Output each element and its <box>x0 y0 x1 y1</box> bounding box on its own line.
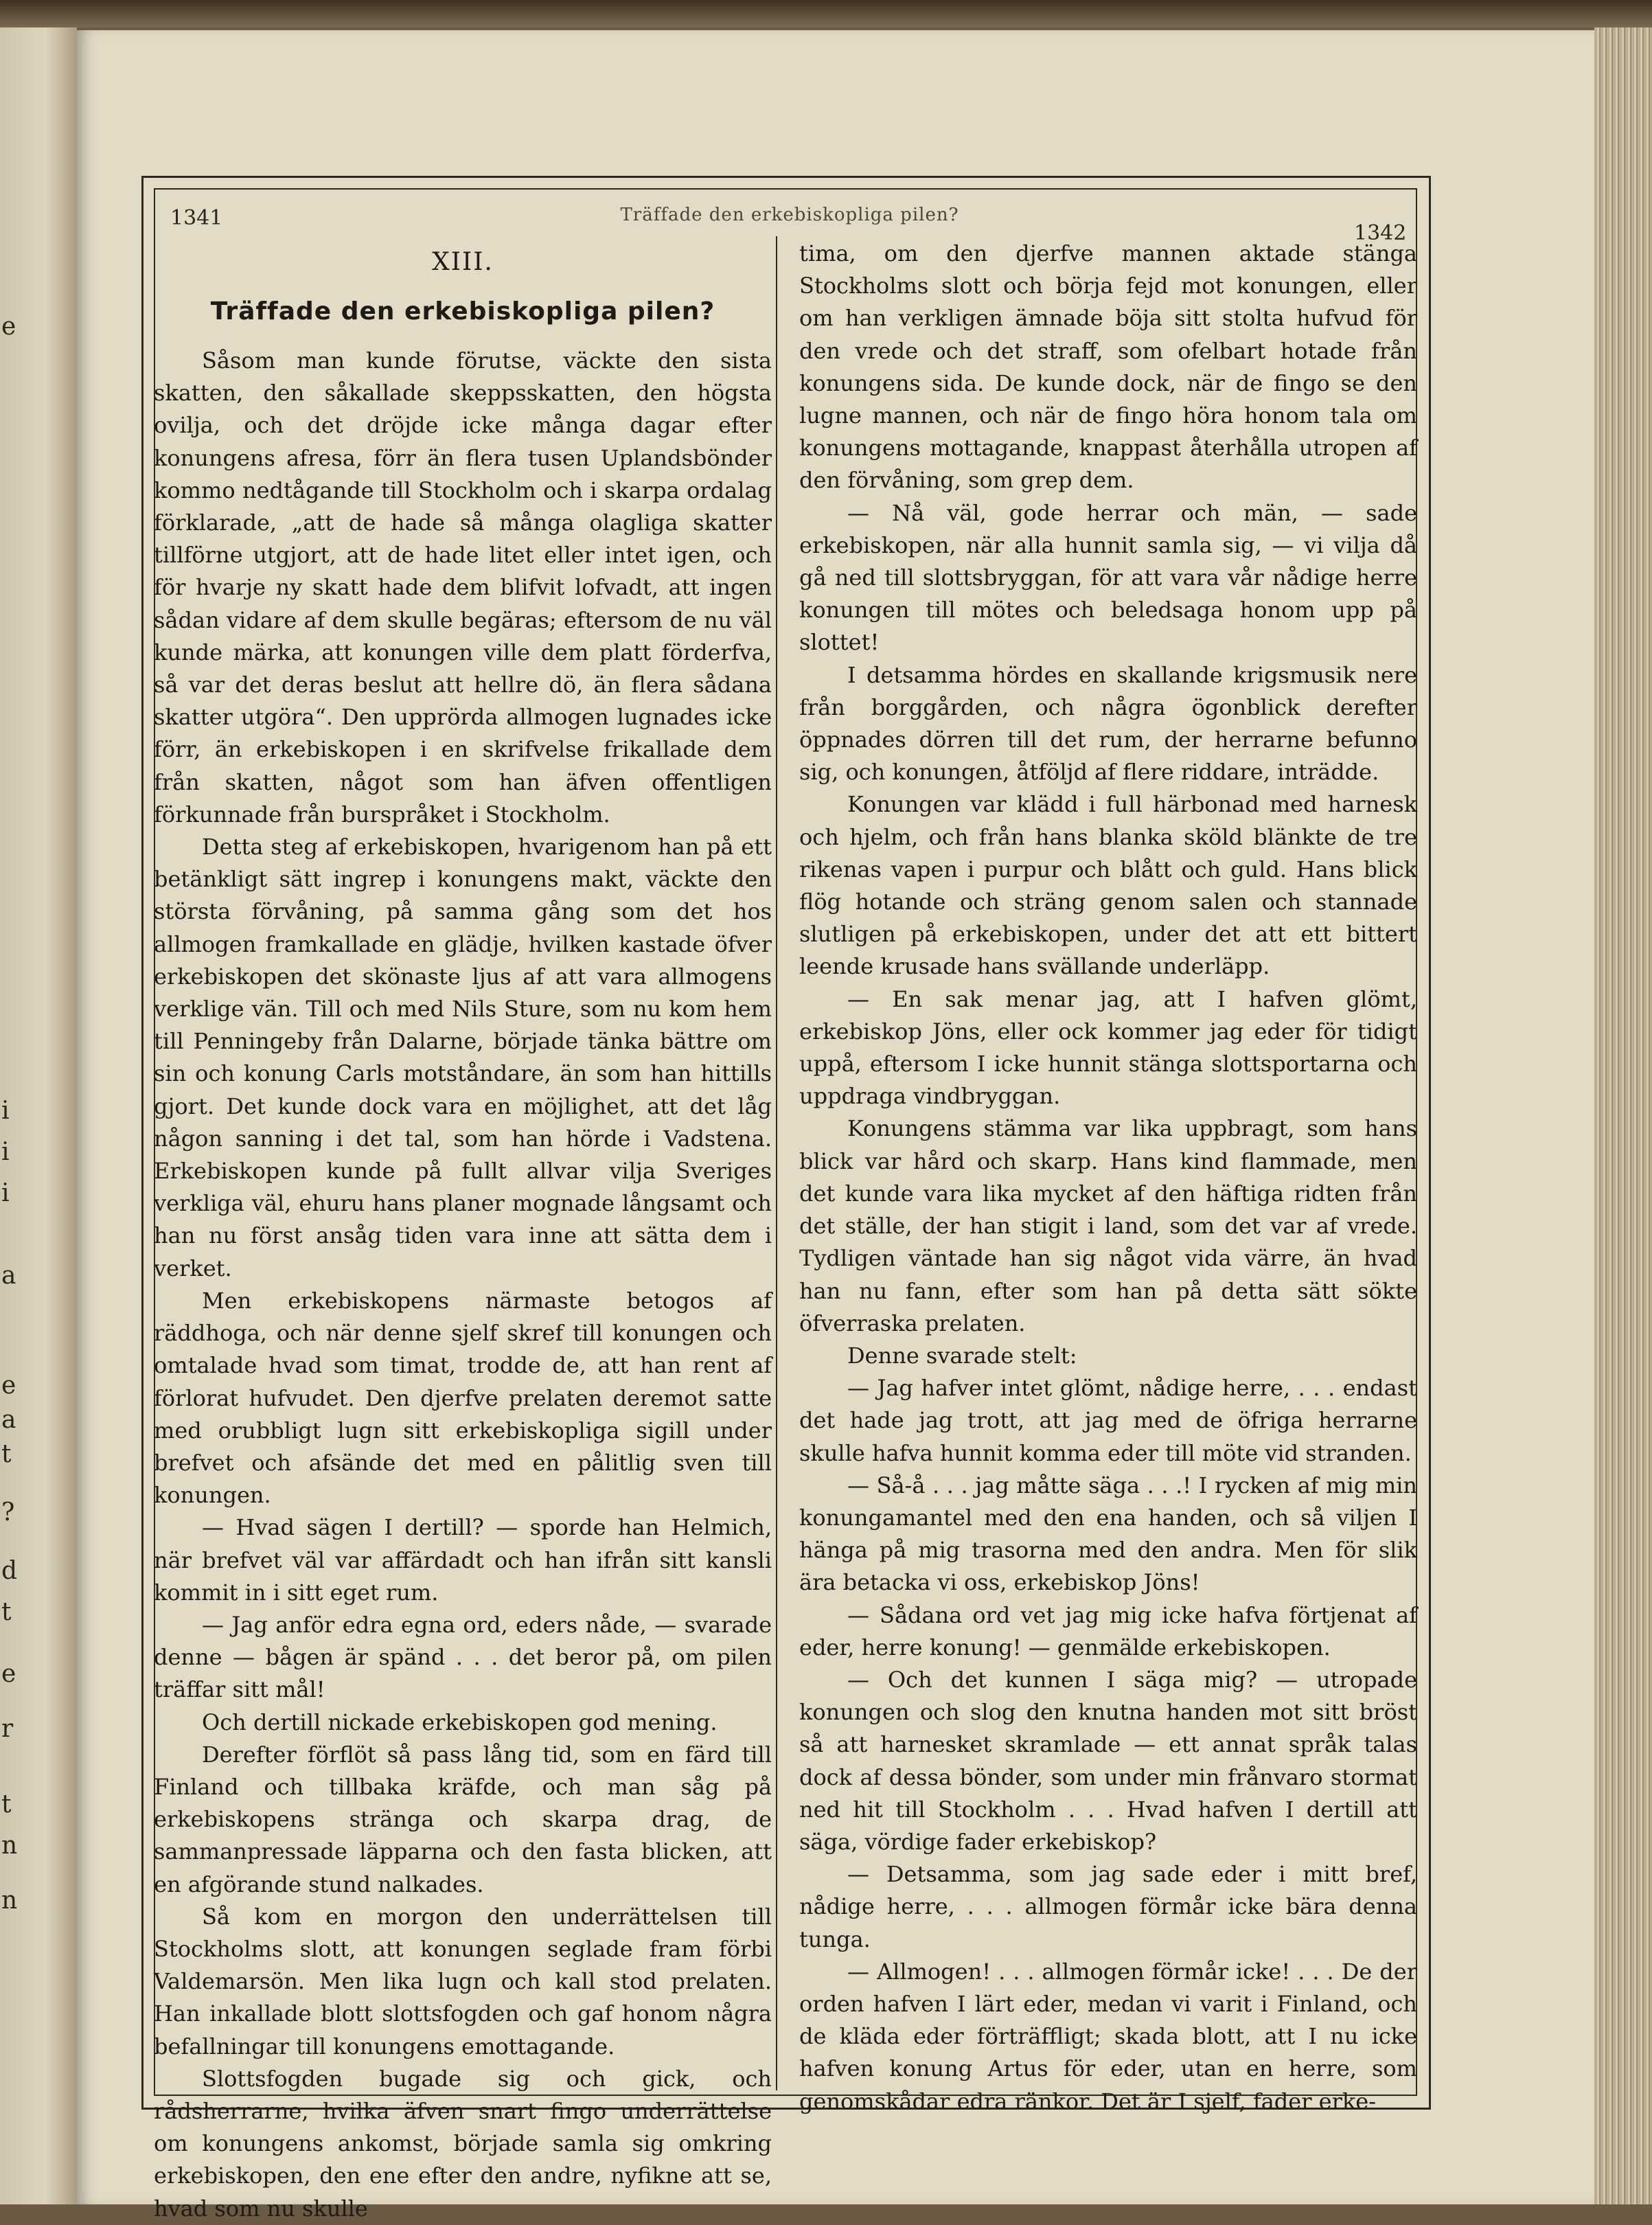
paragraph: — En sak menar jag, att I hafven glömt, erkebiskop Jöns, eller ock kommer jag eder för tidigt uppå, eftersom I icke hunnit stänga slottsportarna och uppdraga vindbryggan. <box>799 985 1417 1110</box>
margin-mark: r <box>1 1715 14 1743</box>
paragraph: tima, om den djerfve mannen aktade stänga Stockholms slott och börja fejd mot konungen, eller om han verkligen ämnade böja sitt stolta hufvud för den vrede och det straff, som ofelbart hotade från konungens sida. De kunde dock, när de fingo se den lugne mannen, och när de fingo höra honom tala om konungens mottagande, knappast återhålla utropen af den förvåning, som grep dem. <box>799 240 1417 494</box>
margin-mark: a <box>1 1406 16 1434</box>
paragraph: — Jag anför edra egna ord, eders nåde, — svarade denne — bågen är spänd . . . det beror på, om pilen träffar sitt mål! <box>154 1611 772 1703</box>
right-column <box>799 238 1417 2118</box>
margin-mark: d <box>1 1557 18 1585</box>
paragraph: Detta steg af erkebiskopen, hvarigenom han på ett betänkligt sätt ingrep i konungens makt, väckte den största förvåning, på samma gång som det hos allmogen framkallade en glädje, hvilken kastade öfver erkebiskopen det skönaste ljus af att vara allmogens verklige vän. Till och med Nils Sture, som nu kom hem till Penningeby från Dalarne, började tänka bättre om sin och konung Carls motståndare, än som han hittills gjort. Det kunde dock vara en möjlighet, att det låg någon sanning i det tal, som han hörde i Vadstena. Erkebiskopen kunde på fullt allvar vilja Sveriges verkliga väl, ehuru hans planer mognade långsamt och han nu först ansåg tiden vara inne att sätta dem i verket. <box>154 834 772 1281</box>
margin-mark: t <box>1 1598 12 1626</box>
chapter-number: XIII. <box>432 248 494 276</box>
running-title: Träffade den erkebiskopliga pilen? <box>620 205 959 225</box>
column-divider <box>776 236 777 2090</box>
margin-mark: n <box>1 1886 18 1915</box>
right-page-number: 1342 <box>1354 221 1407 245</box>
paragraph: — Allmogen! . . . allmogen förmår icke! . . . De der orden hafven I lärt eder, medan vi varit i Finland, och de kläda eder förträffligt; skada blott, att I nu icke hafven konung Artus för eder, utan en herre, som genomskådar edra ränkor. Det är I sjelf, fader erke- <box>799 1958 1417 2114</box>
chapter-title: Träffade den erkebiskopliga pilen? <box>210 297 715 326</box>
paragraph: Såsom man kunde förutse, väckte den sista skatten, den såkallade skeppsskatten, den högsta ovilja, och det dröjde icke många dagar efter konungens afresa, förr än flera tusen Uplandsbönder kommo nedtågande till Stockholm och i skarpa ordalag förklarade, „att de hade så många olagliga skatter tillförne utgjort, att de hade litet eller intet igen, och för hvarje ny skatt hade dem blifvit lofvadt, att ingen sådan vidare af dem skulle begäras; eftersom de nu väl kunde märka, att konungen ville dem platt förderfva, så var det deras beslut att hellre dö, än flera sådana skatter utgöra“. Den upprörda allmogen lugnades icke förr, än erkebiskopen i en skrifvelse frikallade dem från skatten, något som han äfven offentligen förkunnade från burspråket i Stockholm. <box>154 347 772 828</box>
paragraph: — Och det kunnen I säga mig? — utropade konungen och slog den knutna handen mot sitt bröst så att harnesket skramlade — ett annat språk talas dock af dessa bönder, som under min frånvaro stormat ned hit till Stockholm . . . Hvad hafven I dertill att säga, vördige fader erkebiskop? <box>799 1666 1417 1855</box>
paragraph: Slottsfogden bugade sig och gick, och rådsherrarne, hvilka äfven snart fingo underrättelse om konungens ankomst, började samla sig omkring erkebiskopen, den ene efter den andre, nyfikne att se, hvad som nu skulle <box>154 2065 772 2222</box>
margin-mark: e <box>1 1660 16 1688</box>
page-stack-edge <box>1594 27 1652 2204</box>
margin-mark: i <box>1 1097 10 1125</box>
paragraph: I detsamma hördes en skallande krigsmusik nere från borggården, och några ögonblick derefter öppnades dörren till det rum, der herrarne befunno sig, och konungen, åtföljd af flere riddare, inträdde. <box>799 661 1417 786</box>
paragraph: Konungen var klädd i full härbonad med harnesk och hjelm, och från hans blanka sköld blänkte de tre rikenas vapen i purpur och blått och guld. Hans blick flög hotande och sträng genom salen och stannade slutligen på erkebiskopen, under det att ett bittert leende krusade hans svällande underläpp. <box>799 791 1417 980</box>
left-column <box>154 238 772 2225</box>
paragraph: Derefter förflöt så pass lång tid, som en färd till Finland och tillbaka kräfde, och man såg på erkebiskopens stränga och skarpa drag, de sammanpressade läpparna och den fasta blicken, att en afgörande stund nalkades. <box>154 1741 772 1897</box>
paragraph: Så kom en morgon den underrättelsen till Stockholms slott, att konungen seglade fram förbi Valdemarsön. Men lika lugn och kall stod prelaten. Han inkallade blott slottsfogden och gaf honom några befallningar till konungens emottagande. <box>154 1903 772 2059</box>
paragraph: — Detsamma, som jag sade eder i mitt bref, nådige herre, . . . allmogen förmår icke bära denna tunga. <box>799 1861 1417 1952</box>
margin-mark: t <box>1 1440 12 1468</box>
margin-mark: e <box>1 312 16 341</box>
paragraph: Men erkebiskopens närmaste betogos af räddhoga, och när denne sjelf skref till konungen och omtalade hvad som timat, trodde de, att han rent af förlorat hufvudet. Den djerfve prelaten deremot satte med orubbligt lugn sitt erkebiskopliga sigill under brefvet och afsände det med en pålitlig sven till konungen. <box>154 1287 772 1509</box>
margin-mark: t <box>1 1790 12 1818</box>
previous-page-edge <box>0 27 77 2204</box>
left-page-number: 1341 <box>170 206 223 230</box>
margin-mark: i <box>1 1179 10 1207</box>
margin-mark: n <box>1 1832 18 1860</box>
paragraph: — Nå väl, gode herrar och män, — sade erkebiskopen, när alla hunnit samla sig, — vi vilja då gå ned till slottsbryggan, för att vara vår nådige herre konungen till mötes och beledsaga honom upp på slottet! <box>799 499 1417 656</box>
margin-mark: a <box>1 1262 16 1290</box>
paragraph: Konungens stämma var lika uppbragt, som hans blick var hård och skarp. Hans kind flammade, men det kunde vara lika mycket af den häftiga ridten från det ställe, der han stigit i land, som det var af vrede. Tydligen väntade han sig något vida värre, än hvad han nu fann, efter som han på detta sätt sökte öfverraska prelaten. <box>799 1115 1417 1336</box>
paragraph: — Sådana ord vet jag mig icke hafva förtjenat af eder, herre konung! — genmälde erkebiskopen. <box>799 1601 1417 1661</box>
margin-mark: i <box>1 1138 10 1166</box>
paragraph: — Hvad sägen I dertill? — sporde han Helmich, när brefvet väl var affärdadt och han ifrån sitt kansli kommit in i sitt eget rum. <box>154 1514 772 1606</box>
paragraph: — Så-å . . . jag måtte säga . . .! I rycken af mig min konungamantel med den ena handen, och så viljen I hänga på mig trasorna med den andra. Men för slik ära betacka vi oss, erkebiskop Jöns! <box>799 1472 1417 1596</box>
paragraph: Och dertill nickade erkebiskopen god mening. <box>202 1709 718 1735</box>
left-margin-marks <box>0 27 27 2204</box>
paragraph: — Jag hafver intet glömt, nådige herre, . . . endast det hade jag trott, att jag med de öfriga herrarne skulle hafva hunnit komma eder till möte vid stranden. <box>799 1375 1417 1466</box>
book-top-edge <box>0 0 1652 27</box>
paragraph: Denne svarade stelt: <box>847 1342 1077 1369</box>
margin-mark: ? <box>1 1498 15 1527</box>
margin-mark: e <box>1 1371 16 1400</box>
